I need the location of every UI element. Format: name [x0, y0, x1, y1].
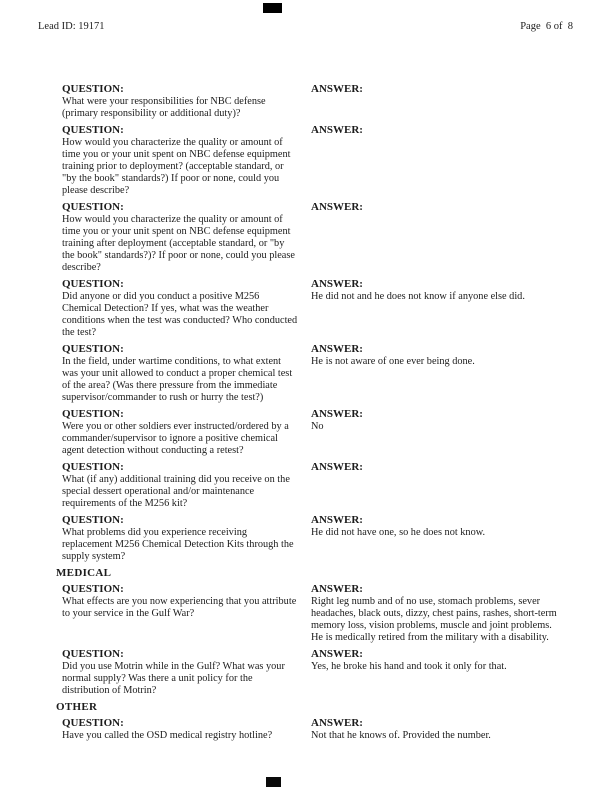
answer-cell — [311, 343, 564, 368]
answer-cell — [311, 83, 564, 96]
answer-text: He is not aware of one ever being done. — [311, 356, 475, 367]
question-text: Did anyone or did you conduct a positive M256 Chemical Detection? If yes, what was the weather conditions when the test was conducted? Who conducted the test? — [62, 291, 298, 338]
question-cell — [62, 717, 299, 742]
question-cell — [62, 201, 299, 274]
question-cell — [62, 124, 299, 197]
qa-row — [62, 648, 564, 697]
question-cell — [62, 648, 299, 697]
question-label: QUESTION: — [62, 343, 124, 355]
question-text: Have you called the OSD medical registry hotline? — [62, 730, 273, 741]
answer-cell — [311, 514, 564, 539]
question-text: What (if any) additional training did you receive on the special dessert operational and/or maintenance requirements of the M256 kit? — [62, 474, 290, 509]
answer-cell — [311, 124, 564, 137]
qa-row — [62, 201, 564, 274]
question-label: QUESTION: — [62, 461, 124, 473]
lead-id: Lead ID: 19171 — [38, 21, 105, 32]
question-label: QUESTION: — [62, 278, 124, 290]
answer-label: ANSWER: — [311, 583, 363, 595]
question-cell — [62, 461, 299, 510]
question-text: How would you characterize the quality or amount of time you or your unit spent on NBC defense equipment training after deployment (acceptable standard, or "by the book" standards?)? If poor or none, could you please describe? — [62, 214, 295, 273]
question-cell — [62, 408, 299, 457]
answer-cell — [311, 583, 564, 644]
question-label: QUESTION: — [62, 408, 124, 420]
section-header: OTHER — [56, 701, 98, 713]
answer-text: Not that he knows of. Provided the number. — [311, 730, 491, 741]
qa-list — [56, 83, 564, 746]
answer-cell — [311, 278, 564, 303]
question-text: Did you use Motrin while in the Gulf? What was your normal supply? Was there a unit policy for the distribution of Motrin? — [62, 661, 285, 696]
qa-row — [62, 514, 564, 563]
answer-label: ANSWER: — [311, 648, 363, 660]
question-text: Were you or other soldiers ever instructed/ordered by a commander/supervisor to ignore a positive chemical agent detection without conducting a retest? — [62, 421, 289, 456]
page-number: Page 6 of 8 — [520, 21, 573, 32]
answer-cell — [311, 648, 564, 673]
question-text: What problems did you experience receiving replacement M256 Chemical Detection Kits through the supply system? — [62, 527, 294, 562]
question-cell — [62, 278, 299, 339]
answer-text: No — [311, 421, 324, 432]
answer-label: ANSWER: — [311, 83, 363, 95]
question-cell — [62, 343, 299, 404]
question-label: QUESTION: — [62, 201, 124, 213]
question-label: QUESTION: — [62, 124, 124, 136]
redaction-mark-top — [263, 3, 282, 13]
question-text: In the field, under wartime conditions, to what extent was your unit allowed to conduct a proper chemical test of the area? (Was there pressure from the immediate supervisor/commander to rush or hurry the test?) — [62, 356, 293, 403]
answer-label: ANSWER: — [311, 201, 363, 213]
answer-label: ANSWER: — [311, 278, 363, 290]
qa-row — [62, 83, 564, 120]
section-header: MEDICAL — [56, 567, 112, 579]
answer-cell — [311, 461, 564, 474]
question-label: QUESTION: — [62, 83, 124, 95]
redaction-mark-bottom — [266, 777, 281, 787]
answer-text: Yes, he broke his hand and took it only for that. — [311, 661, 507, 672]
answer-text: Right leg numb and of no use, stomach problems, sever headaches, black outs, dizzy, chest pains, rashes, short-term memory loss, vision problems, muscle and joint problems. He is medically retired from the military with a disability. — [311, 596, 557, 643]
qa-row — [62, 583, 564, 644]
question-text: How would you characterize the quality or amount of time you or your unit spent on NBC defense equipment training prior to deployment? (acceptable standard, or "by the book" standards?) If poor or none, could you please describe? — [62, 137, 291, 196]
answer-label: ANSWER: — [311, 343, 363, 355]
question-label: QUESTION: — [62, 717, 124, 729]
qa-row — [62, 278, 564, 339]
qa-row — [62, 408, 564, 457]
answer-cell — [311, 201, 564, 214]
answer-cell — [311, 408, 564, 433]
question-label: QUESTION: — [62, 514, 124, 526]
question-text: What were your responsibilities for NBC defense (primary responsibility or additional duty)? — [62, 96, 266, 119]
question-label: QUESTION: — [62, 648, 124, 660]
qa-row — [62, 343, 564, 404]
answer-text: He did not have one, so he does not know. — [311, 527, 486, 538]
question-cell — [62, 583, 299, 620]
document-header — [38, 21, 573, 32]
question-cell — [62, 514, 299, 563]
question-label: QUESTION: — [62, 583, 124, 595]
answer-label: ANSWER: — [311, 408, 363, 420]
qa-row — [62, 717, 564, 742]
answer-label: ANSWER: — [311, 514, 363, 526]
answer-label: ANSWER: — [311, 124, 363, 136]
question-text: What effects are you now experiencing that you attribute to your service in the Gulf War? — [62, 596, 297, 619]
qa-row — [62, 124, 564, 197]
answer-label: ANSWER: — [311, 717, 363, 729]
answer-text: He did not and he does not know if anyone else did. — [311, 291, 525, 302]
question-cell — [62, 83, 299, 120]
qa-row — [62, 461, 564, 510]
answer-cell — [311, 717, 564, 742]
answer-label: ANSWER: — [311, 461, 363, 473]
